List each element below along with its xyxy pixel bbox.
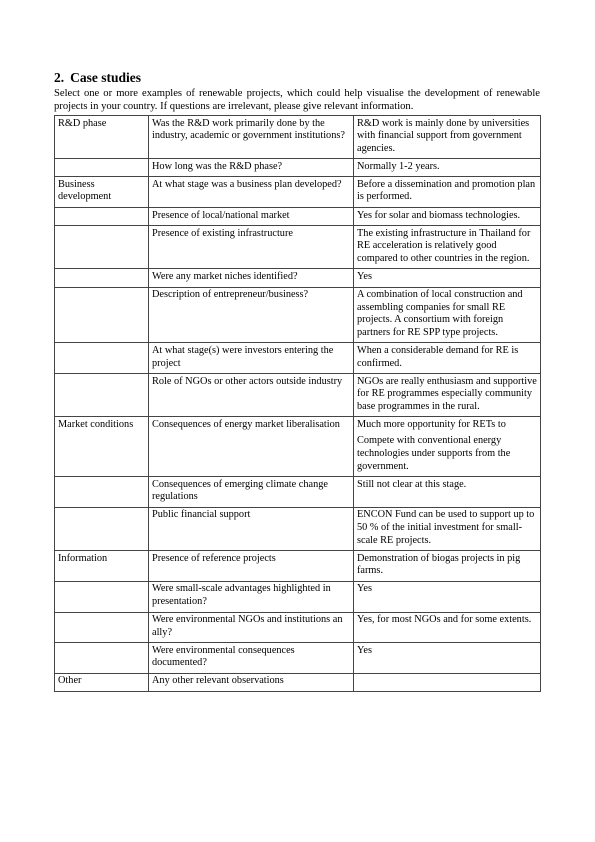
table-row xyxy=(55,226,541,269)
question-cell: How long was the R&D phase? xyxy=(149,159,354,177)
table-row xyxy=(55,643,541,674)
phase-cell: Information xyxy=(55,551,149,582)
table-row xyxy=(55,612,541,643)
answer-cell xyxy=(354,374,541,417)
question-cell: Role of NGOs or other actors outside industry xyxy=(149,374,354,417)
answer-cell xyxy=(354,159,541,177)
answer-text: Still not clear at this stage. xyxy=(357,478,467,490)
phase-cell xyxy=(55,287,149,343)
answer-cell xyxy=(354,177,541,208)
answer-cell xyxy=(354,612,541,643)
table-row xyxy=(55,551,541,582)
table-row xyxy=(55,374,541,417)
answer-cell xyxy=(354,477,541,508)
phase-cell: Market conditions xyxy=(55,417,149,477)
phase-cell xyxy=(55,507,149,550)
table-row xyxy=(55,116,541,159)
question-cell: At what stage(s) were investors entering the project xyxy=(149,343,354,374)
answer-text: R&D work is mainly done by universities with financial support from government agencies. xyxy=(357,117,530,154)
phase-cell xyxy=(55,343,149,374)
question-cell: Were environmental NGOs and institutions an ally? xyxy=(149,612,354,643)
phase-cell xyxy=(55,477,149,508)
table-row xyxy=(55,177,541,208)
phase-cell xyxy=(55,374,149,417)
answer-text: Yes xyxy=(357,644,372,656)
question-cell: At what stage was a business plan developed? xyxy=(149,177,354,208)
answer-text: Normally 1-2 years. xyxy=(357,160,440,172)
answer-text: Yes xyxy=(357,583,372,595)
question-cell: Presence of local/national market xyxy=(149,208,354,226)
section-intro: Select one or more examples of renewable projects, which could help visualise the development of renewable projects in your country. If questions are irrelevant, please give relevant information. xyxy=(54,88,540,112)
question-cell: Was the R&D work primarily done by the industry, academic or government institutions? xyxy=(149,116,354,159)
table-row xyxy=(55,417,541,477)
table-row xyxy=(55,673,541,691)
table-row xyxy=(55,269,541,287)
section-number: 2. xyxy=(54,70,65,85)
answer-text: ENCON Fund can be used to support up to 50 % of the initial investment for small-scale RE projects. xyxy=(357,509,535,546)
answer-cell xyxy=(354,287,541,343)
answer-text: Yes for solar and biomass technologies. xyxy=(357,209,521,221)
phase-cell xyxy=(55,269,149,287)
answer-cell xyxy=(354,551,541,582)
case-study-table xyxy=(54,115,541,692)
table-row xyxy=(55,343,541,374)
phase-cell: Business development xyxy=(55,177,149,208)
table-row xyxy=(55,581,541,612)
answer-text: A combination of local construction and assembling companies for small RE projects. A consortium with foreign partners for RE SPP type projects. xyxy=(357,289,523,338)
answer-text: Compete with conventional energy technologies under supports from the government. xyxy=(357,435,511,472)
table-row xyxy=(55,208,541,226)
answer-cell xyxy=(354,581,541,612)
phase-cell xyxy=(55,226,149,269)
answer-cell xyxy=(354,116,541,159)
phase-cell xyxy=(55,612,149,643)
question-cell: Public financial support xyxy=(149,507,354,550)
answer-cell xyxy=(354,208,541,226)
answer-text: Much more opportunity for RETs to xyxy=(357,418,506,430)
question-cell: Were small-scale advantages highlighted in presentation? xyxy=(149,581,354,612)
answer-text: The existing infrastructure in Thailand for RE acceleration is relatively good compared to other countries in the region. xyxy=(357,227,531,264)
question-cell: Any other relevant observations xyxy=(149,673,354,691)
phase-cell xyxy=(55,643,149,674)
question-cell: Consequences of emerging climate change regulations xyxy=(149,477,354,508)
answer-text: Demonstration of biogas projects in pig farms. xyxy=(357,552,521,577)
phase-cell: R&D phase xyxy=(55,116,149,159)
answer-cell xyxy=(354,417,541,477)
phase-cell: Other xyxy=(55,673,149,691)
question-cell: Presence of existing infrastructure xyxy=(149,226,354,269)
answer-text: Yes, for most NGOs and for some extents. xyxy=(357,614,532,626)
question-cell: Description of entrepreneur/business? xyxy=(149,287,354,343)
question-cell: Consequences of energy market liberalisation xyxy=(149,417,354,477)
phase-cell xyxy=(55,581,149,612)
section-heading xyxy=(54,70,540,86)
answer-text: When a considerable demand for RE is confirmed. xyxy=(357,344,519,369)
answer-cell xyxy=(354,343,541,374)
table-row xyxy=(55,159,541,177)
answer-cell xyxy=(354,269,541,287)
phase-cell xyxy=(55,159,149,177)
answer-text: Yes xyxy=(357,270,372,282)
answer-cell xyxy=(354,643,541,674)
table-row xyxy=(55,287,541,343)
answer-cell xyxy=(354,673,541,691)
answer-cell xyxy=(354,226,541,269)
table-row xyxy=(55,477,541,508)
question-cell: Were environmental consequences documented? xyxy=(149,643,354,674)
question-cell: Presence of reference projects xyxy=(149,551,354,582)
document-page xyxy=(54,70,540,692)
phase-cell xyxy=(55,208,149,226)
section-title: Case studies xyxy=(70,70,142,85)
answer-text: Before a dissemination and promotion plan is performed. xyxy=(357,178,536,203)
table-row xyxy=(55,507,541,550)
question-cell: Were any market niches identified? xyxy=(149,269,354,287)
answer-cell xyxy=(354,507,541,550)
answer-text: NGOs are really enthusiasm and supportive for RE programmes especially community base programmes in the rural. xyxy=(357,375,537,412)
